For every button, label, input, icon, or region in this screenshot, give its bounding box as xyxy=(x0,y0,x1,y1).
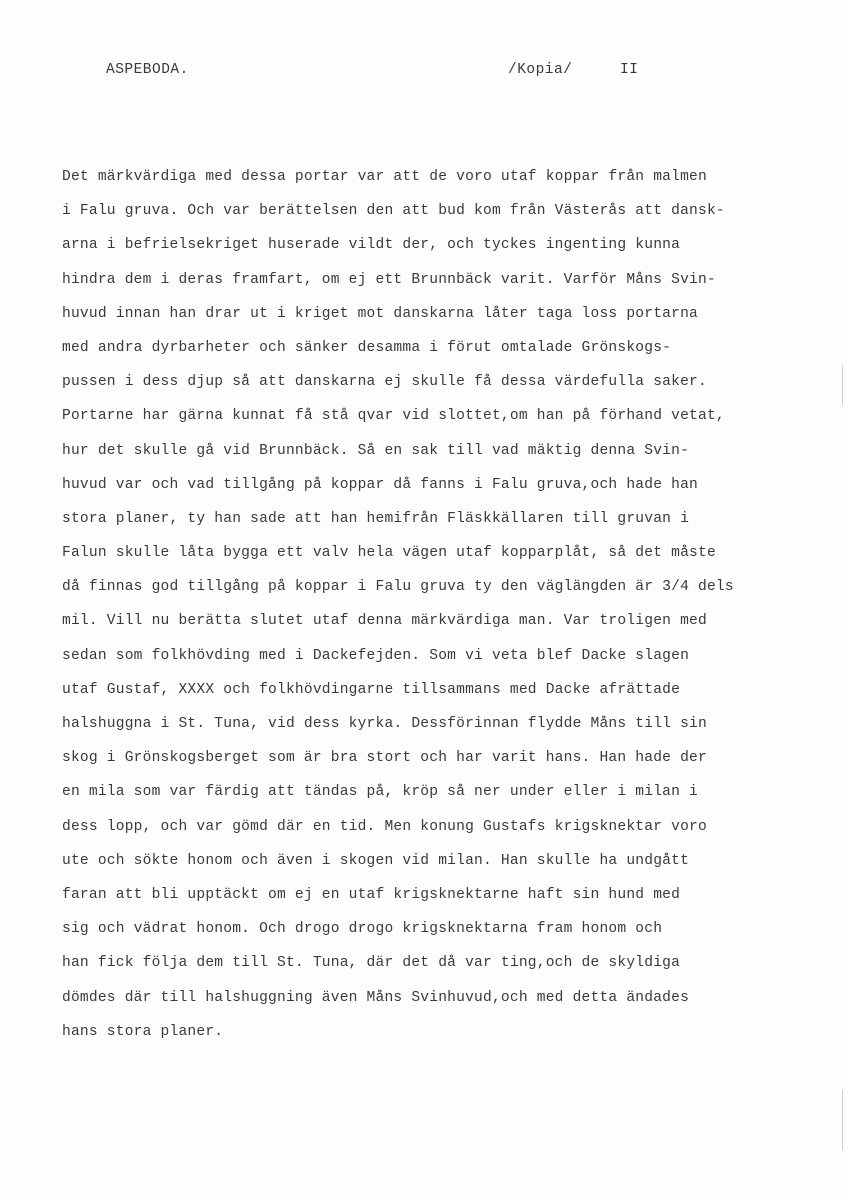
page-number: II xyxy=(620,62,639,78)
text-line: dömdes där till halshuggning även Måns Svinhuvud,och med detta ändades xyxy=(62,989,690,1006)
text-line: hans stora planer. xyxy=(62,1023,224,1040)
text-line: mil. Vill nu berätta slutet utaf denna märkvärdiga man. Var troligen med xyxy=(62,613,707,630)
text-line: han fick följa dem till St. Tuna, där det då var ting,och de skyldiga xyxy=(62,955,681,972)
place-heading: ASPEBODA. xyxy=(106,62,189,78)
text-line: utaf Gustaf, XXXX och folkhövdingarne tillsammans med Dacke afrättade xyxy=(62,681,681,698)
text-line: Portarne har gärna kunnat få stå qvar vid slottet,om han på förhand vetat, xyxy=(62,408,725,425)
text-line: i Falu gruva. Och var berättelsen den att bud kom från Västerås att dansk- xyxy=(62,203,725,220)
text-line: arna i befrielsekriget huserade vildt der, och tyckes ingenting kunna xyxy=(62,237,681,254)
text-line: skog i Grönskogsberget som är bra stort och har varit hans. Han hade der xyxy=(62,750,707,767)
scan-edge-mark xyxy=(842,365,843,405)
text-line: stora planer, ty han sade att han hemifrån Fläskkällaren till gruvan i xyxy=(62,510,690,527)
body-text xyxy=(62,160,832,1049)
text-line: halshuggna i St. Tuna, vid dess kyrka. Dessförinnan flydde Måns till sin xyxy=(62,716,707,732)
text-line: huvud innan han drar ut i kriget mot danskarna låter taga loss portarna xyxy=(62,305,698,322)
text-line: faran att bli upptäckt om ej en utaf krigsknektarne haft sin hund med xyxy=(62,886,681,903)
text-line: sedan som folkhövding med i Dackefejden. Som vi veta blef Dacke slagen xyxy=(62,647,690,664)
text-line: en mila som var färdig att tändas på, kröp så ner under eller i milan i xyxy=(62,784,698,801)
text-line: hindra dem i deras framfart, om ej ett Brunnbäck varit. Varför Måns Svin- xyxy=(62,271,716,288)
text-line: pussen i dess djup så att danskarna ej skulle få dessa värdefulla saker. xyxy=(62,374,707,391)
text-line: dess lopp, och var gömd där en tid. Men konung Gustafs krigsknektar voro xyxy=(62,818,707,835)
scan-edge-mark xyxy=(842,1090,843,1150)
text-line: då finnas god tillgång på koppar i Falu gruva ty den väglängden är 3/4 dels xyxy=(62,579,734,596)
text-line: hur det skulle gå vid Brunnbäck. Så en sak till vad mäktig denna Svin- xyxy=(62,442,690,459)
copy-label: /Kopia/ xyxy=(508,62,573,78)
page-header xyxy=(0,62,848,86)
text-line: huvud var och vad tillgång på koppar då fanns i Falu gruva,och hade han xyxy=(62,476,698,493)
text-line: Falun skulle låta bygga ett valv hela vägen utaf kopparplåt, så det måste xyxy=(62,545,716,562)
text-line: ute och sökte honom och även i skogen vid milan. Han skulle ha undgått xyxy=(62,852,690,869)
text-line: sig och vädrat honom. Och drogo drogo krigsknektarna fram honom och xyxy=(62,921,663,938)
text-line: med andra dyrbarheter och sänker desamma i förut omtalade Grönskogs- xyxy=(62,339,672,356)
text-line: Det märkvärdiga med dessa portar var att de voro utaf koppar från malmen xyxy=(62,169,707,185)
